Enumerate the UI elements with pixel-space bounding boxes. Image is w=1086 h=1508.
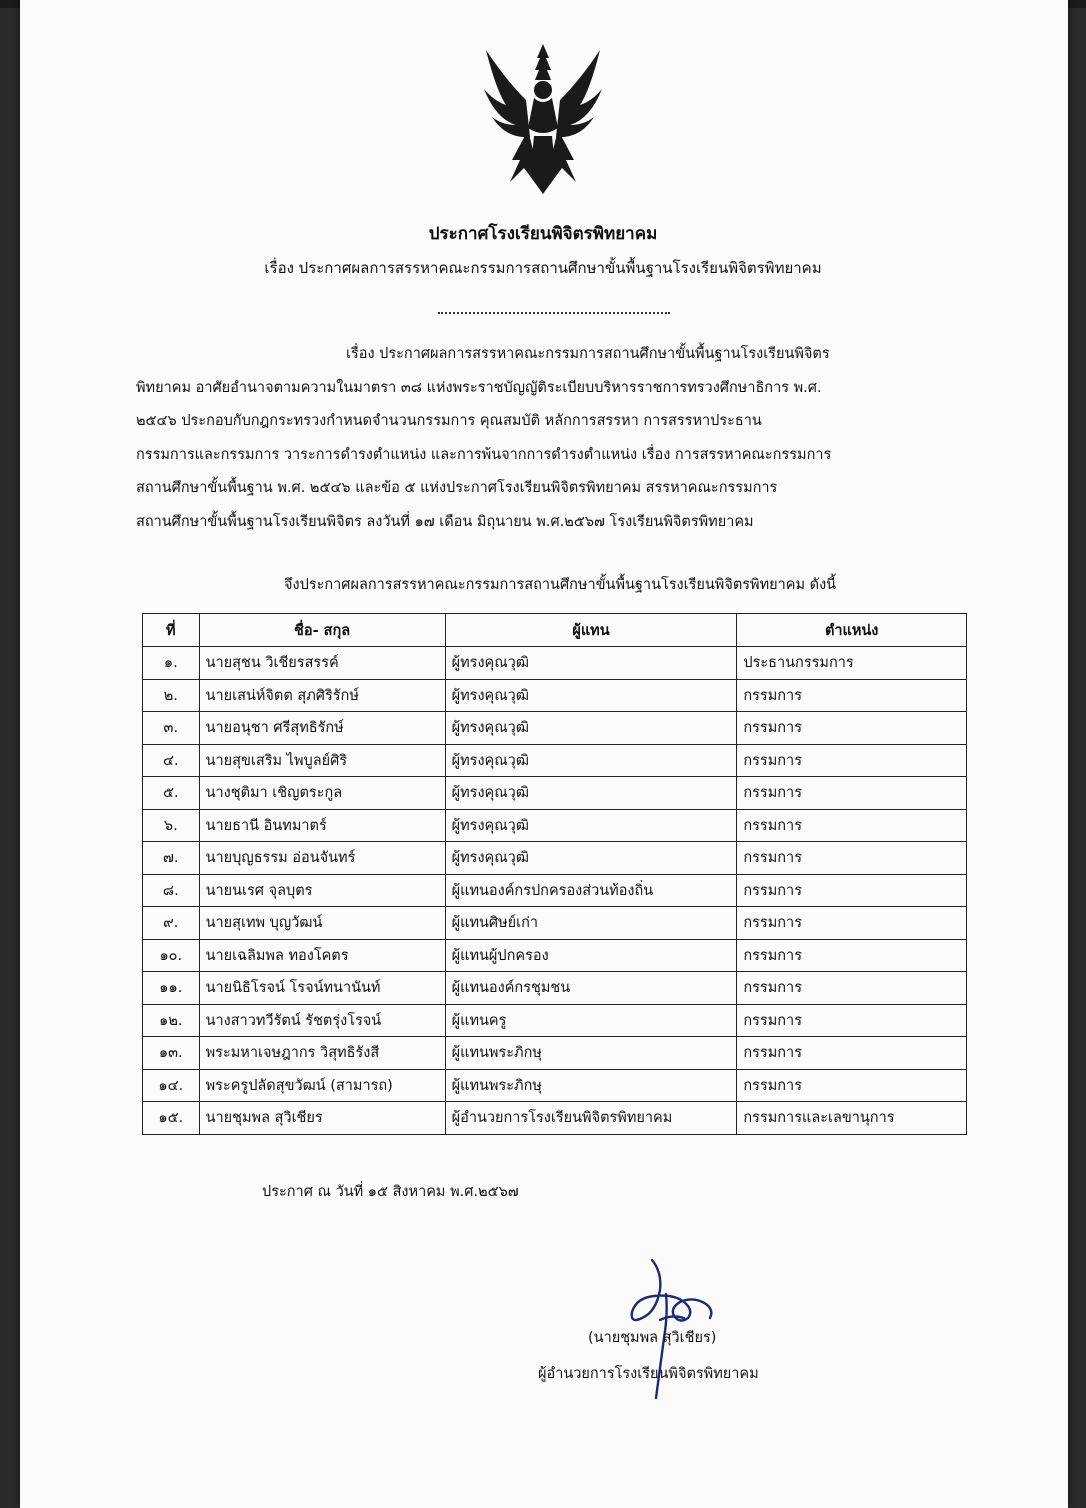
table-row [143,1037,967,1070]
row-number: ๗. [143,842,200,875]
row-number: ๑๐. [143,939,200,972]
row-number: ๙. [143,907,200,940]
row-position: กรรมการ [737,972,967,1005]
row-position: กรรมการ [737,712,967,745]
row-position: กรรมการ [737,874,967,907]
announcement-subject: เรื่อง ประกาศผลการสรรหาคณะกรรมการสถานศึกษาขั้นพื้นฐานโรงเรียนพิจิตรพิทยาคม [264,259,822,277]
body-line: เรื่อง ประกาศผลการสรรหาคณะกรรมการสถานศึกษาขั้นพื้นฐานโรงเรียนพิจิตร [346,346,830,362]
row-position: กรรมการและเลขานุการ [737,1102,967,1135]
row-name: นายบุญธรรม อ่อนจันทร์ [199,842,445,875]
row-name: พระมหาเจษฎากร วิสุทธิรังสี [199,1037,445,1070]
body-line: สถานศึกษาขั้นพื้นฐานโรงเรียนพิจิตร ลงวันที่ ๑๗ เดือน มิถุนายน พ.ศ.๒๕๖๗ โรงเรียนพิจิตรพิทยาคม [136,513,754,530]
row-position: กรรมการ [737,1069,967,1102]
signer-name: (นายชุมพล สุวิเชียร) [588,1330,717,1346]
table-row [143,972,967,1005]
row-position: ประธานกรรมการ [737,647,967,680]
table-row [143,712,967,745]
table-row [143,777,967,810]
row-number: ๔. [143,744,200,777]
table-row [143,809,967,842]
body-line: สถานศึกษาขั้นพื้นฐาน พ.ศ. ๒๕๔๖ และข้อ ๕ แห่งประกาศโรงเรียนพิจิตรพิทยาคม สรรหาคณะกรรมการ [136,480,778,497]
row-position: กรรมการ [737,1004,967,1037]
row-name: นายอนุชา ศรีสุทธิรักษ์ [199,712,445,745]
row-representative: ผู้แทนองค์กรปกครองส่วนท้องถิ่น [445,874,737,907]
row-name: พระครูปลัดสุขวัฒน์ (สามารถ) [199,1069,445,1102]
header-divider [438,312,670,314]
row-representative: ผู้ทรงคุณวุฒิ [445,679,737,712]
table-row [143,647,967,680]
table-row [143,679,967,712]
body-line: ๒๕๔๖ ประกอบกับกฎกระทรวงกำหนดจำนวนกรรมการ คุณสมบัติ หลักการสรรหา การสรรหาประธาน [136,413,762,430]
row-representative: ผู้ทรงคุณวุฒิ [445,712,737,745]
header-number: ที่ [143,614,200,647]
row-position: กรรมการ [737,842,967,875]
row-name: นายนเรศ จุลบุตร [199,874,445,907]
row-number: ๑. [143,647,200,680]
row-representative: ผู้ทรงคุณวุฒิ [445,809,737,842]
row-position: กรรมการ [737,777,967,810]
row-name: นายสุเทพ บุญวัฒน์ [199,907,445,940]
row-position: กรรมการ [737,907,967,940]
row-name: นางสาวทวีรัตน์ รัชตรุ่งโรจน์ [199,1004,445,1037]
header-representative: ผู้แทน [445,614,737,647]
table-header-row [143,614,967,647]
table-row [143,907,967,940]
table-row [143,1102,967,1135]
row-representative: ผู้ทรงคุณวุฒิ [445,777,737,810]
garuda-emblem-icon [478,40,608,200]
row-name: นายนิธิโรจน์ โรจน์ทนานันท์ [199,972,445,1005]
announcement-date: ประกาศ ณ วันที่ ๑๕ สิงหาคม พ.ศ.๒๕๖๗ [262,1184,519,1200]
table-row [143,744,967,777]
table-row [143,842,967,875]
table-row [143,874,967,907]
row-name: นายเฉลิมพล ทองโคตร [199,939,445,972]
row-position: กรรมการ [737,1037,967,1070]
row-representative: ผู้แทนครู [445,1004,737,1037]
row-position: กรรมการ [737,744,967,777]
row-name: นายเสน่ห์จิตต สุภศิริรักษ์ [199,679,445,712]
row-name: นางชุติมา เชิญตระกูล [199,777,445,810]
row-representative: ผู้แทนพระภิกษุ [445,1069,737,1102]
row-number: ๑๔. [143,1069,200,1102]
row-number: ๑๓. [143,1037,200,1070]
body-line: กรรมการและกรรมการ วาระการดำรงตำแหน่ง และการพ้นจากการดำรงตำแหน่ง เรื่อง การสรรหาคณะกรรมการ [136,446,832,463]
announcement-body [136,338,978,540]
row-number: ๘. [143,874,200,907]
row-representative: ผู้อำนวยการโรงเรียนพิจิตรพิทยาคม [445,1102,737,1135]
header-name: ชื่อ- สกุล [199,614,445,647]
row-name: นายสุขเสริม ไพบูลย์ศิริ [199,744,445,777]
table-row [143,1004,967,1037]
row-representative: ผู้แทนพระภิกษุ [445,1037,737,1070]
row-number: ๑๕. [143,1102,200,1135]
announce-results-line: จึงประกาศผลการสรรหาคณะกรรมการสถานศึกษาขั้นพื้นฐานโรงเรียนพิจิตรพิทยาคม ดังนี้ [284,577,837,593]
signer-title: ผู้อำนวยการโรงเรียนพิจิตรพิทยาคม [538,1366,759,1382]
row-representative: ผู้แทนองค์กรชุมชน [445,972,737,1005]
row-name: นายธานี อินทมาตร์ [199,809,445,842]
row-name: นายชุมพล สุวิเชียร [199,1102,445,1135]
table-row [143,939,967,972]
row-number: ๑๒. [143,1004,200,1037]
row-representative: ผู้ทรงคุณวุฒิ [445,842,737,875]
row-number: ๒. [143,679,200,712]
row-number: ๓. [143,712,200,745]
row-number: ๑๑. [143,972,200,1005]
row-name: นายสุชน วิเชียรสรรค์ [199,647,445,680]
row-number: ๕. [143,777,200,810]
row-position: กรรมการ [737,679,967,712]
row-number: ๖. [143,809,200,842]
body-line: พิทยาคม อาศัยอำนาจตามความในมาตรา ๓๘ แห่งพระราชบัญญัติระเบียบบริหารราชการทรวงศึกษาธิการ พ.ศ. [136,379,822,396]
table-row [143,1069,967,1102]
row-position: กรรมการ [737,939,967,972]
row-representative: ผู้แทนศิษย์เก่า [445,907,737,940]
row-position: กรรมการ [737,809,967,842]
row-representative: ผู้ทรงคุณวุฒิ [445,647,737,680]
committee-members-table [142,613,967,1135]
header-position: ตำแหน่ง [737,614,967,647]
announcement-title: ประกาศโรงเรียนพิจิตรพิทยาคม [428,224,658,244]
row-representative: ผู้แทนผู้ปกครอง [445,939,737,972]
row-representative: ผู้ทรงคุณวุฒิ [445,744,737,777]
